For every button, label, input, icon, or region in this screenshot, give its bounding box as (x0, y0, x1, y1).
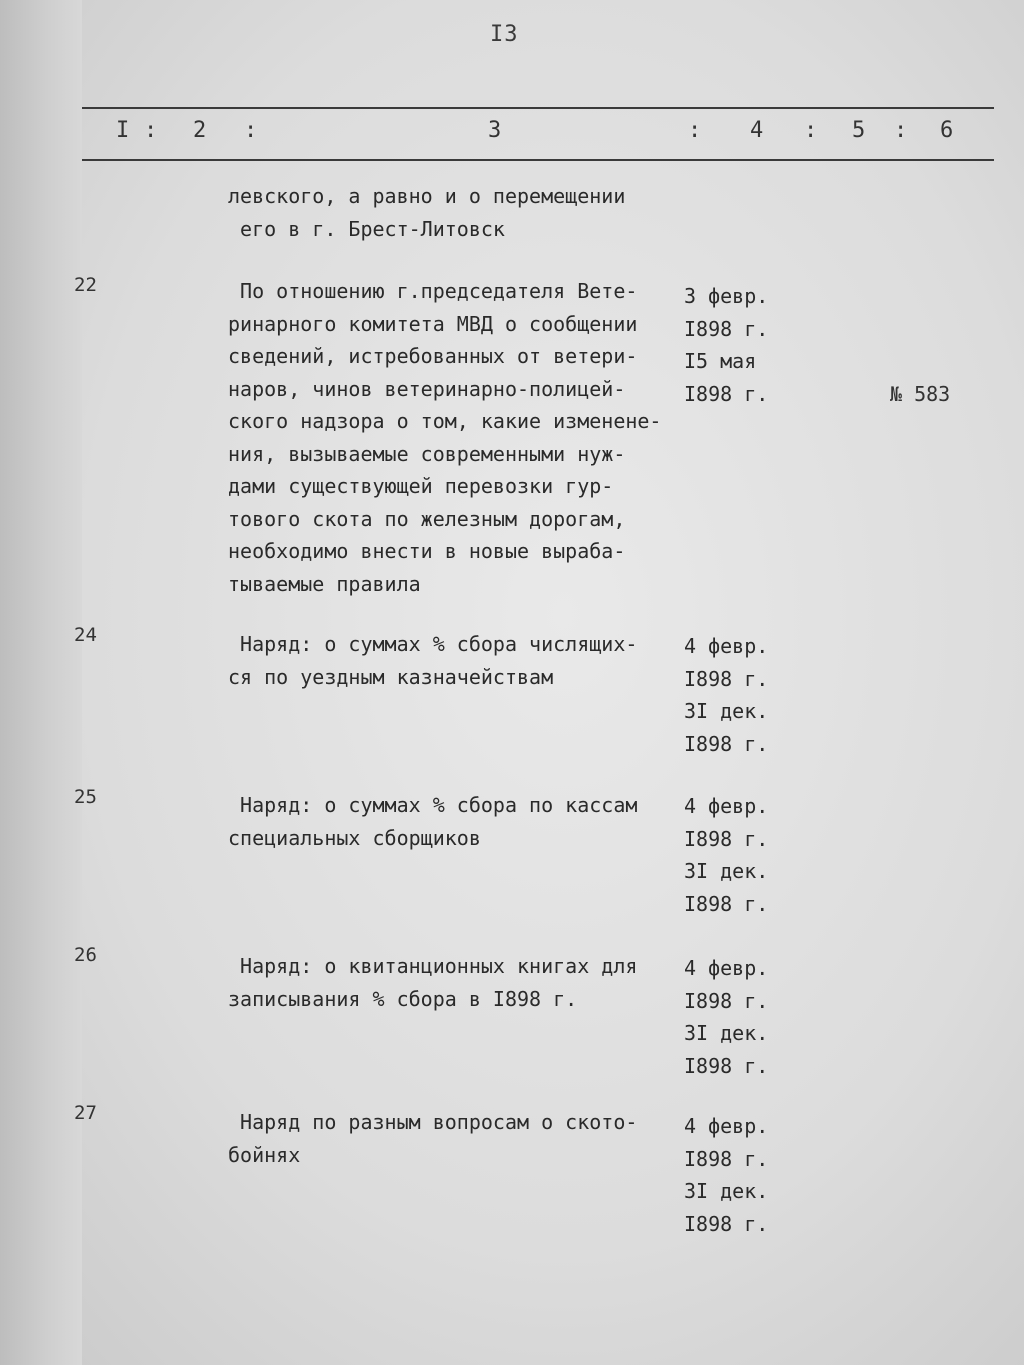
entry-text: По отношению г.председателя Вете- ринарного комитета МВД о сообщении сведений, истребованных от ветери- наров, чинов ветеринарно-полицей- ского надзора о том, какие изменене- ния, вызываемые современными нуж- дами существующей перевозки гур- тового скота по железным дорогам, необходимо внести в новые выраба- тываемые правила (228, 279, 662, 596)
page-gutter (0, 0, 82, 1365)
column-header-5: 5 (852, 118, 866, 143)
entry-dates: 3 февр. I898 г. I5 мая I898 г. (684, 284, 769, 406)
column-header-sep: : (688, 118, 702, 143)
entry-dates: 4 февр. I898 г. 3I дек. I898 г. (684, 634, 769, 756)
entry-number: 26 (74, 944, 97, 966)
entry-text: Наряд: о суммах % сбора числящих- ся по уездным казначействам (228, 632, 638, 689)
continuation-text: левского, а равно и о перемещении его в г. Брест-Литовск (228, 184, 626, 241)
entry-text: Наряд: о суммах % сбора по кассам специальных сборщиков (228, 793, 638, 850)
column-header-sep: : (144, 118, 158, 143)
column-header-3: 3 (488, 118, 502, 143)
entry-number: 22 (74, 274, 97, 296)
header-top-rule (82, 107, 994, 109)
column-header-2: 2 (193, 118, 207, 143)
entry-number: 25 (74, 786, 97, 808)
header-bottom-rule (82, 159, 994, 161)
column-header-4: 4 (750, 118, 764, 143)
column-header-1: I (116, 118, 130, 143)
column-header-sep: : (244, 118, 258, 143)
entry-dates: 4 февр. I898 г. 3I дек. I898 г. (684, 1114, 769, 1236)
column-header-6: 6 (940, 118, 954, 143)
page-number: I3 (490, 22, 519, 47)
entry-text: Наряд: о квитанционных книгах для записывания % сбора в I898 г. (228, 954, 638, 1011)
entry-number: 27 (74, 1102, 97, 1124)
column-header-sep: : (804, 118, 818, 143)
entry-number: 24 (74, 624, 97, 646)
column-header-sep: : (894, 118, 908, 143)
entry-text: Наряд по разным вопросам о ското- бойнях (228, 1110, 638, 1167)
entry-note: № 583 (890, 382, 951, 406)
entry-dates: 4 февр. I898 г. 3I дек. I898 г. (684, 956, 769, 1078)
entry-dates: 4 февр. I898 г. 3I дек. I898 г. (684, 794, 769, 916)
